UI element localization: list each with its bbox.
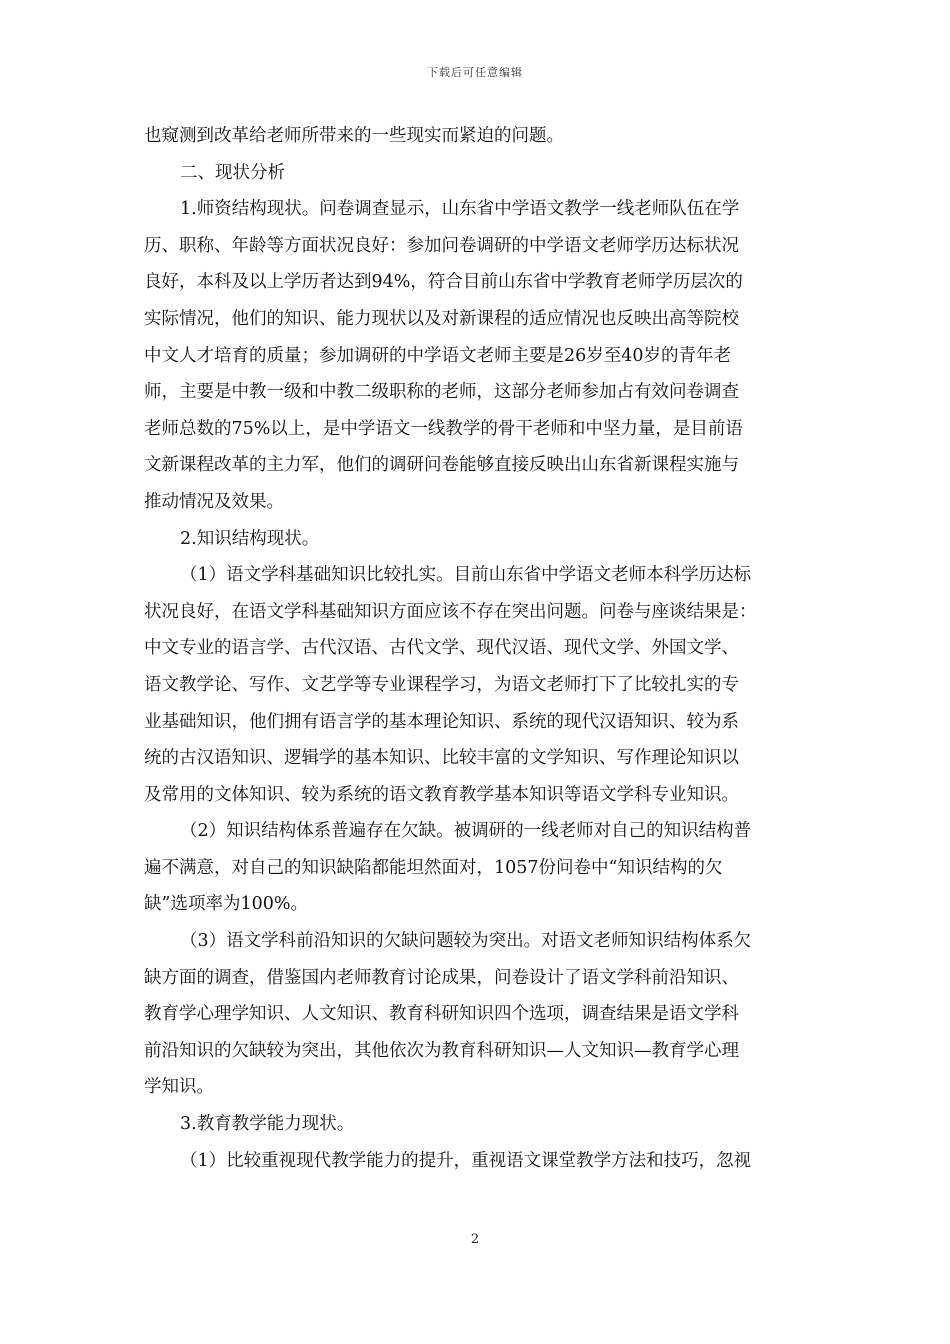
body-line: （3）语文学科前沿知识的欠缺问题较为突出。对语文老师知识结构体系欠 — [180, 931, 752, 952]
subsection-heading: 3.教育教学能力现状。 — [180, 1114, 355, 1135]
body-line: 推动情况及效果。 — [144, 491, 284, 512]
body-line: 缺”选项率为100%。 — [144, 894, 308, 915]
body-line: 中文人才培育的质量；参加调研的中学语文老师主要是26岁至40岁的青年老 — [144, 345, 732, 366]
body-line: 也窥测到改革给老师所带来的一些现实而紧迫的问题。 — [144, 126, 564, 146]
subsection-heading: 2.知识结构现状。 — [180, 528, 320, 549]
body-line: 统的古汉语知识、逻辑学的基本知识、比较丰富的文学知识、写作理论知识以 — [144, 748, 739, 769]
body-line: 学知识。 — [144, 1077, 214, 1098]
body-line: （1）比较重视现代教学能力的提升，重视语文课堂教学方法和技巧，忽视 — [180, 1150, 752, 1171]
body-line: 前沿知识的欠缺较为突出，其他依次为教育科研知识—人文知识—教育学心理 — [144, 1040, 739, 1061]
body-line: 状况良好，在语文学科基础知识方面应该不存在突出问题。问卷与座谈结果是： — [144, 601, 757, 622]
body-line: 历、职称、年龄等方面状况良好：参加问卷调研的中学语文老师学历达标状况 — [144, 235, 739, 256]
body-line: 教育学心理学知识、人文知识、教育科研知识四个选项，调查结果是语文学科 — [144, 1004, 739, 1025]
body-line: 良好，本科及以上学历者达到94%，符合目前山东省中学教育老师学历层次的 — [144, 272, 743, 293]
body-line: 实际情况，他们的知识、能力现状以及对新课程的适应情况也反映出高等院校 — [144, 308, 739, 329]
body-line: （2）知识结构体系普遍存在欠缺。被调研的一线老师对自己的知识结构普 — [180, 821, 752, 842]
document-body — [144, 118, 810, 1179]
page-number: 2 — [470, 1232, 480, 1247]
section-heading: 二、现状分析 — [180, 162, 285, 183]
body-line: 业基础知识，他们拥有语言学的基本理论知识、系统的现代汉语知识、较为系 — [144, 711, 739, 732]
body-line: 语文教学论、写作、文艺学等专业课程学习，为语文老师打下了比较扎实的专 — [144, 674, 739, 695]
body-line: 遍不满意，对自己的知识缺陷都能坦然面对，1057份问卷中“知识结构的欠 — [144, 857, 723, 878]
body-line: 1.师资结构现状。问卷调查显示，山东省中学语文教学一线老师队伍在学 — [180, 199, 740, 220]
body-line: 文新课程改革的主力军，他们的调研问卷能够直接反映出山东省新课程实施与 — [144, 455, 739, 476]
body-line: 师，主要是中教一级和中教二级职称的老师，这部分老师参加占有效问卷调查 — [144, 382, 739, 403]
body-line: 老师总数的75%以上，是中学语文一线教学的骨干老师和中坚力量，是目前语 — [144, 418, 743, 439]
body-line: 及常用的文体知识、较为系统的语文教育教学基本知识等语文学科专业知识。 — [144, 784, 739, 805]
body-line: （1）语文学科基础知识比较扎实。目前山东省中学语文老师本科学历达标 — [180, 565, 752, 586]
body-line: 缺方面的调查，借鉴国内老师教育讨论成果，问卷设计了语文学科前沿知识、 — [144, 967, 739, 988]
body-line: 中文专业的语言学、古代汉语、古代文学、现代汉语、现代文学、外国文学、 — [144, 638, 739, 659]
page-header: 下载后可任意编辑 — [427, 66, 523, 79]
